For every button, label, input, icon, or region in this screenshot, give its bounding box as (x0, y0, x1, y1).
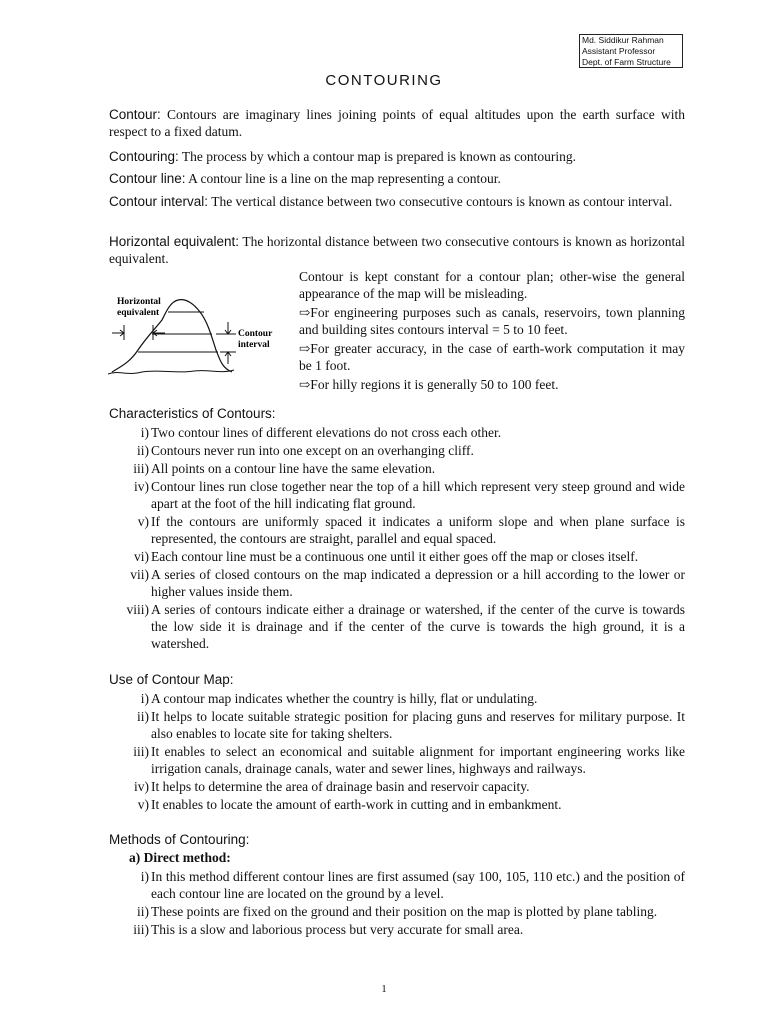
definition-term: Contour interval: (109, 194, 209, 209)
page-number: 1 (381, 983, 387, 995)
item-number: ii) (137, 709, 149, 724)
author-box (579, 34, 683, 68)
figure-label-contour-2: interval (238, 340, 270, 350)
definition-horizontal-equivalent (109, 233, 685, 267)
direct-method-heading: a) Direct method: (129, 850, 231, 865)
definition-term: Contour line: (109, 171, 186, 186)
item-number: iii) (133, 744, 149, 759)
definition-term: Horizontal equivalent: (109, 234, 240, 249)
interval-note: ⇨For greater accuracy, in the case of earth-work computation it may be 1 foot. (299, 341, 685, 373)
definition-text: A contour line is a line on the map representing a contour. (185, 171, 501, 186)
item-text: Two contour lines of different elevations do not cross each other. (151, 425, 502, 440)
list-item (109, 478, 685, 512)
interval-notes (299, 268, 685, 395)
item-number: viii) (126, 602, 149, 617)
item-number: iii) (133, 461, 149, 476)
item-text: It enables to select an economical and suitable alignment for important engineering works like irrigation canals, drainage canals, water and sewer lines, highways and railways. (151, 744, 685, 776)
methods-heading: Methods of Contouring: (109, 832, 250, 847)
item-number: ii) (137, 904, 149, 919)
list-item (109, 796, 685, 813)
interval-note: ⇨For hilly regions it is generally 50 to 100 feet. (299, 377, 559, 392)
item-number: v) (137, 797, 149, 812)
item-text: Each contour line must be a continuous one until it either goes off the map or closes itself. (151, 549, 639, 564)
horizontal-arrow-right (153, 330, 165, 336)
list-item (109, 513, 685, 547)
list-item (109, 868, 685, 902)
definition-text: The process by which a contour map is prepared is known as contouring. (178, 149, 576, 164)
item-number: iii) (133, 922, 149, 937)
item-number: ii) (137, 443, 149, 458)
definition-text: The horizontal distance between two consecutive contours is known as horizontal equivalent. (109, 234, 685, 266)
figure-label-horizontal-2: equivalent (117, 308, 160, 318)
item-text: A contour map indicates whether the country is hilly, flat or undulating. (151, 691, 538, 706)
figure-label-contour-1: Contour (238, 329, 273, 339)
item-number: iv) (134, 779, 149, 794)
author-position: Assistant Professor (582, 46, 656, 56)
list-item (109, 424, 685, 441)
list-item (109, 778, 685, 795)
item-text: If the contours are uniformly spaced it indicates a uniform slope and when plane surface is represented, the contours are straight, parallel and equal spaced. (151, 514, 685, 546)
list-item (109, 690, 685, 707)
list-item (109, 743, 685, 777)
list-item (109, 566, 685, 600)
interval-note: Contour is kept constant for a contour plan; other-wise the general appearance of the map will be misleading. (299, 269, 685, 301)
list-item (109, 442, 685, 459)
interval-arrow-bottom (225, 352, 231, 364)
definition-contour-interval (109, 193, 685, 210)
contour-diagram (108, 290, 298, 392)
author-department: Dept. of Farm Structure (582, 57, 671, 67)
list-item (109, 921, 685, 938)
methods-list (109, 868, 685, 939)
page-title: CONTOURING (325, 72, 443, 89)
interval-arrow-top (225, 322, 231, 334)
interval-note: ⇨For engineering purposes such as canals, reservoirs, town planning and building sites contours interval = 5 to 10 feet. (299, 305, 685, 337)
item-text: It helps to determine the area of drainage basin and reservoir capacity. (151, 779, 530, 794)
figure-label-horizontal-1: Horizontal (117, 297, 161, 307)
definition-contouring (109, 148, 685, 165)
list-item (109, 548, 685, 565)
item-number: i) (140, 869, 149, 884)
uses-heading: Use of Contour Map: (109, 672, 234, 687)
item-text: A series of closed contours on the map indicated a depression or a hill according to the lower or higher values inside them. (151, 567, 685, 599)
characteristics-list (109, 424, 685, 653)
item-text: These points are fixed on the ground and their position on the map is plotted by plane tabling. (151, 904, 658, 919)
characteristics-heading: Characteristics of Contours: (109, 406, 276, 421)
definition-contour (109, 106, 685, 140)
list-item (109, 708, 685, 742)
item-text: This is a slow and laborious process but very accurate for small area. (151, 922, 524, 937)
item-text: Contours never run into one except on an overhanging cliff. (151, 443, 474, 458)
list-item (109, 601, 685, 652)
author-name: Md. Siddikur Rahman (582, 35, 664, 45)
definition-contour-line (109, 170, 685, 187)
definition-term: Contouring: (109, 149, 179, 164)
item-text: A series of contours indicate either a drainage or watershed, if the center of the curve is towards the low side it is drainage and if the center of the curve is towards the high ground, it is a watershed. (151, 602, 685, 651)
uses-list (109, 690, 685, 814)
definition-term: Contour: (109, 107, 161, 122)
definition-text: Contours are imaginary lines joining points of equal altitudes upon the earth surface with respect to a fixed datum. (109, 107, 685, 139)
list-item (109, 460, 685, 477)
item-text: In this method different contour lines are first assumed (say 100, 105, 110 etc.) and the position of each contour line are located on the ground by a level. (151, 869, 685, 901)
item-number: iv) (134, 479, 149, 494)
item-text: Contour lines run close together near the top of a hill which represent very steep ground and wide apart at the foot of the hill indicating flat ground. (151, 479, 685, 511)
horizontal-arrow-left (112, 330, 124, 336)
item-number: i) (140, 425, 149, 440)
ground-line (108, 370, 234, 374)
item-number: vii) (130, 567, 149, 582)
definition-text: The vertical distance between two consecutive contours is known as contour interval. (208, 194, 673, 209)
item-number: i) (140, 691, 149, 706)
item-number: vi) (134, 549, 149, 564)
item-number: v) (137, 514, 149, 529)
item-text: It helps to locate suitable strategic position for placing guns and reserves for military purpose. It also enables to locate site for taking shelters. (151, 709, 685, 741)
item-text: All points on a contour line have the same elevation. (151, 461, 436, 476)
item-text: It enables to locate the amount of earth-work in cutting and in embankment. (151, 797, 562, 812)
list-item (109, 903, 685, 920)
